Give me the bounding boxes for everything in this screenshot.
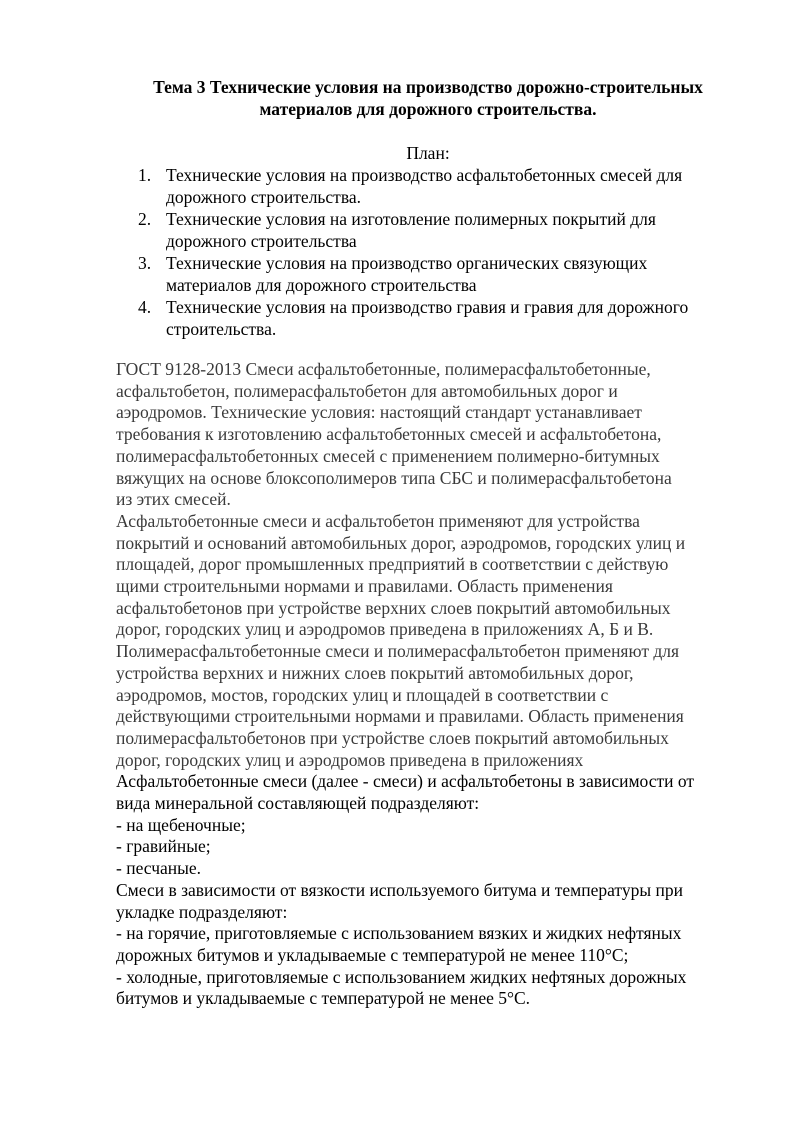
- body-line: площадей, дорог промышленных предприятий в соответствии с действую: [116, 554, 669, 575]
- body-line: вида минеральной составляющей подразделяют:: [116, 793, 480, 814]
- body-line: дорог, городских улиц и аэродромов приведена в приложениях А, Б и В.: [116, 619, 654, 640]
- body-line: щими строительными нормами и правилами. Область применения: [116, 576, 613, 597]
- body-line: действующими строительными нормами и правилами. Область применения: [116, 706, 684, 727]
- plan-item-number: 1.: [138, 165, 152, 185]
- plan-item-line: Технические условия на производство органических связующих: [166, 253, 648, 273]
- plan-item-line: строительства.: [166, 319, 277, 339]
- body-line: требования к изготовлению асфальтобетонных смесей и асфальтобетона,: [116, 424, 662, 445]
- title-line: Тема 3 Технические условия на производство дорожно-строительных: [153, 77, 703, 97]
- body-line: аэродромов. Технические условия: настоящий стандарт устанавливает: [116, 402, 642, 423]
- body-line: вяжущих на основе блоксополимеров типа СБС и полимерасфальтобетона: [116, 467, 672, 488]
- plan-item: [116, 252, 756, 296]
- body-line: Смеси в зависимости от вязкости используемого битума и температуры при: [116, 879, 683, 900]
- plan-heading: План:: [406, 143, 450, 163]
- body-line: - гравийные;: [116, 836, 211, 857]
- body-line: ГОСТ 9128-2013 Смеси асфальтобетонные, полимерасфальтобетонные,: [116, 359, 651, 379]
- body-line: покрытий и оснований автомобильных дорог, аэродромов, городских улиц и: [116, 532, 686, 553]
- body-line: - холодные, приготовляемые с использованием жидких нефтяных дорожных: [116, 966, 687, 987]
- plan-item-line: дорожного строительства.: [166, 187, 362, 207]
- body-line: аэродромов, мостов, городских улиц и площадей в соответствии с: [116, 684, 609, 705]
- body-line: из этих смесей.: [116, 489, 231, 510]
- body-line: полимерасфальтобетонных смесей с применением полимерно-битумных: [116, 445, 660, 466]
- document-title: [100, 76, 756, 120]
- body-line: устройства верхних и нижних слоев покрытий автомобильных дорог,: [116, 662, 634, 683]
- plan-item-line: Технические условия на производство гравия и гравия для дорожного: [166, 297, 689, 317]
- body-line: Асфальтобетонные смеси и асфальтобетон применяют для устройства: [116, 510, 640, 531]
- plan-item-line: Технические условия на изготовление полимерных покрытий для: [166, 209, 656, 229]
- plan-item-line: Технические условия на производство асфальтобетонных смесей для: [166, 165, 683, 185]
- body-line: битумов и укладываемые с температурой не менее 5°С.: [116, 988, 531, 1009]
- body-line: Полимерасфальтобетонные смеси и полимерасфальтобетон применяют для: [116, 641, 680, 662]
- plan-item-number: 2.: [138, 209, 152, 229]
- body-line: укладке подразделяют:: [116, 901, 288, 922]
- body-line: полимерасфальтобетонов при устройстве слоев покрытий автомобильных: [116, 727, 669, 748]
- plan-item-line: материалов для дорожного строительства: [166, 275, 477, 295]
- body-line: дорожных битумов и укладываемые с температурой не менее 110°С;: [116, 944, 629, 965]
- body-line: - песчаные.: [116, 858, 202, 879]
- plan-item-number: 3.: [138, 253, 152, 273]
- plan-item: [116, 208, 756, 252]
- body-line: Асфальтобетонные смеси (далее - смеси) и асфальтобетоны в зависимости от: [116, 771, 695, 792]
- body-line: дорог, городских улиц и аэродромов приведена в приложениях: [116, 749, 584, 770]
- title-line: материалов для дорожного строительства.: [259, 99, 597, 119]
- body-line: асфальтобетон, полимерасфальтобетон для автомобильных дорог и: [116, 380, 618, 401]
- plan-item: [116, 296, 756, 340]
- body-line: - на горячие, приготовляемые с использованием вязких и жидких нефтяных: [116, 923, 682, 944]
- plan-item-number: 4.: [138, 297, 152, 317]
- plan-list: [116, 164, 756, 340]
- plan-item: [116, 164, 756, 208]
- plan-item-line: дорожного строительства: [166, 231, 357, 251]
- body-line: - на щебеночные;: [116, 814, 246, 835]
- body-line: асфальтобетонов при устройстве верхних слоев покрытий автомобильных: [116, 597, 671, 618]
- document-body: [116, 359, 766, 1010]
